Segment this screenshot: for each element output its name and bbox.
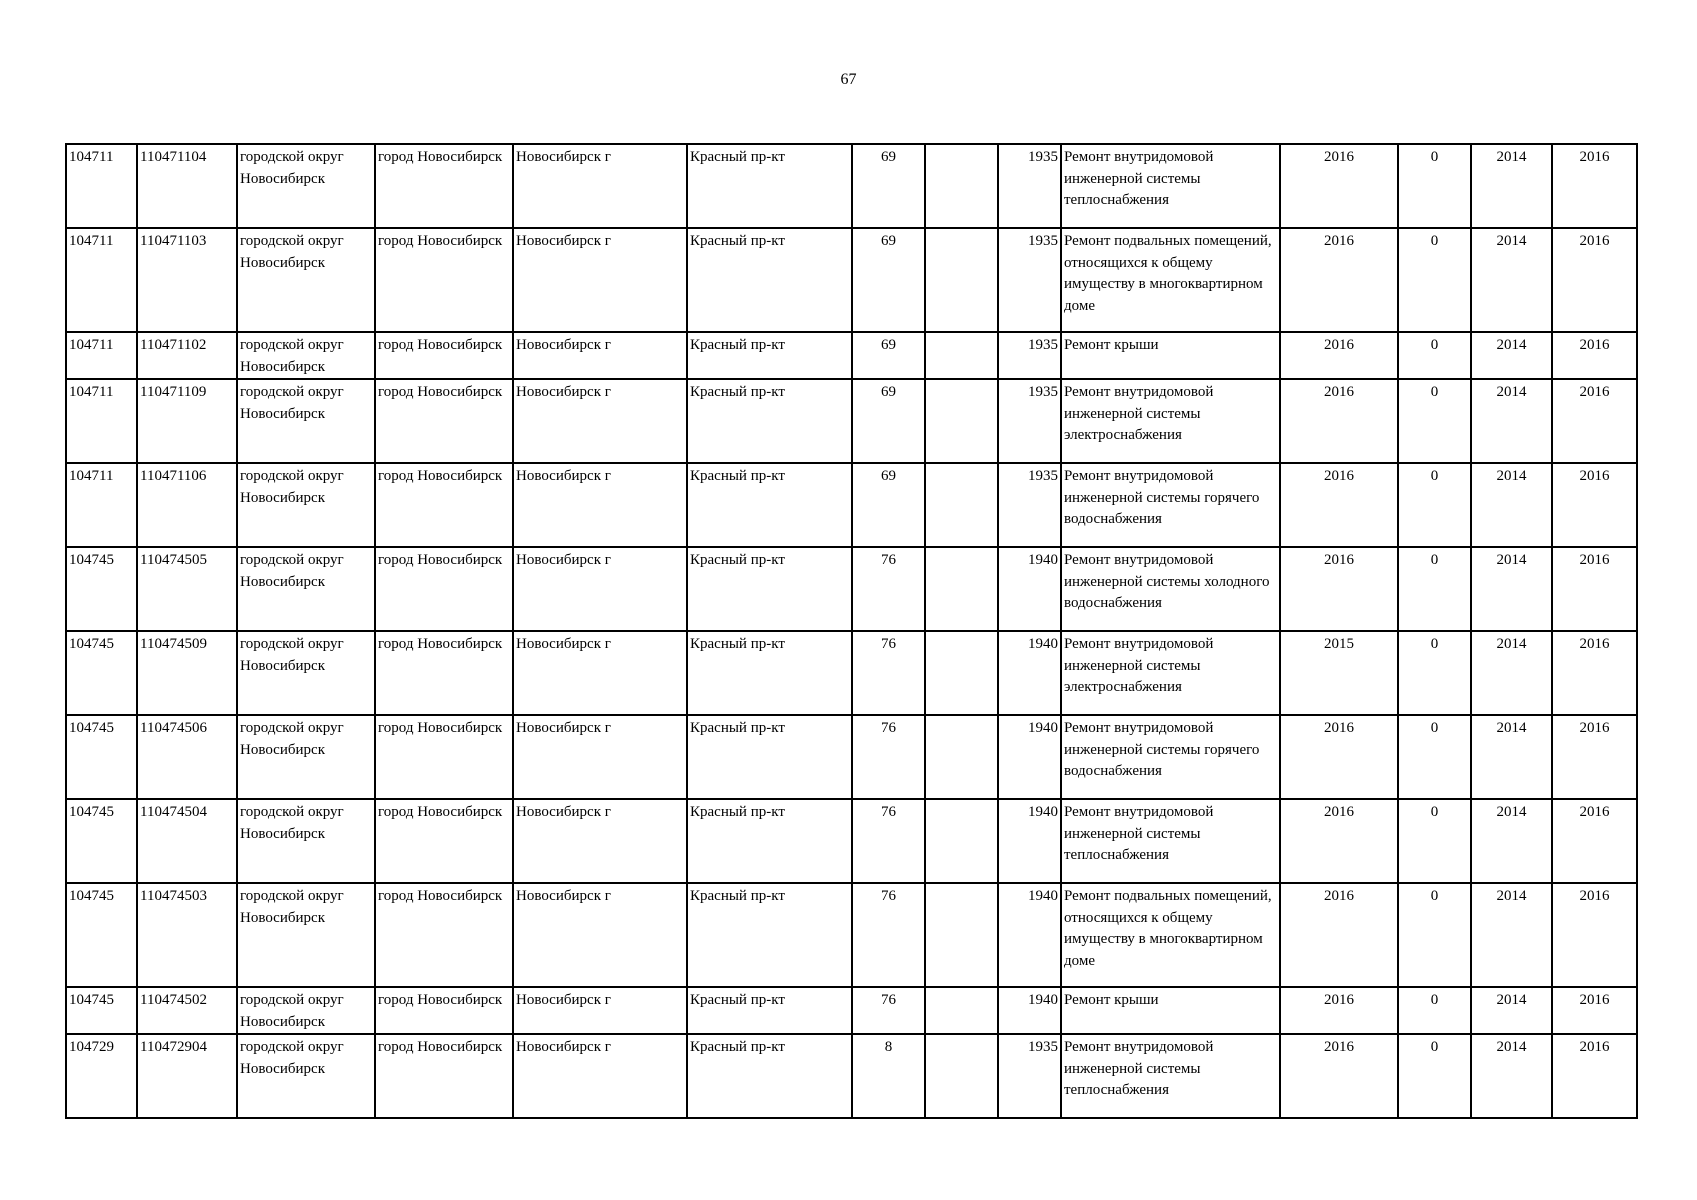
building-cell <box>925 987 998 1034</box>
work-type-cell: Ремонт внутридомовой инженерной системы теплоснабжения <box>1061 1034 1280 1118</box>
building-cell <box>925 631 998 715</box>
municipality-cell: город Новосибирск <box>375 547 513 631</box>
plan-year-cell: 2016 <box>1280 883 1398 987</box>
district-cell: городской округ Новосибирск <box>237 1034 375 1118</box>
period-end-cell: 2016 <box>1552 631 1637 715</box>
street-cell: Красный пр-кт <box>687 144 852 228</box>
table-row <box>66 631 1637 715</box>
house-id-cell: 104711 <box>66 144 137 228</box>
house-number-cell: 69 <box>852 228 925 332</box>
house-number-cell: 8 <box>852 1034 925 1118</box>
year-built-cell: 1935 <box>998 379 1061 463</box>
street-cell: Красный пр-кт <box>687 715 852 799</box>
building-cell <box>925 379 998 463</box>
plan-year-cell: 2016 <box>1280 144 1398 228</box>
year-built-cell: 1940 <box>998 631 1061 715</box>
street-cell: Красный пр-кт <box>687 799 852 883</box>
district-cell: городской округ Новосибирск <box>237 883 375 987</box>
work-id-cell: 110474504 <box>137 799 237 883</box>
table-row <box>66 228 1637 332</box>
year-built-cell: 1935 <box>998 463 1061 547</box>
table-row <box>66 144 1637 228</box>
street-cell: Красный пр-кт <box>687 631 852 715</box>
work-id-cell: 110471106 <box>137 463 237 547</box>
year-built-cell: 1935 <box>998 1034 1061 1118</box>
street-cell: Красный пр-кт <box>687 547 852 631</box>
table-row <box>66 332 1637 379</box>
work-type-cell: Ремонт внутридомовой инженерной системы горячего водоснабжения <box>1061 463 1280 547</box>
municipality-cell: город Новосибирск <box>375 715 513 799</box>
street-cell: Красный пр-кт <box>687 987 852 1034</box>
period-start-cell: 2014 <box>1471 715 1552 799</box>
table-row <box>66 463 1637 547</box>
city-cell: Новосибирск г <box>513 463 687 547</box>
house-id-cell: 104745 <box>66 631 137 715</box>
year-built-cell: 1940 <box>998 987 1061 1034</box>
period-start-cell: 2014 <box>1471 228 1552 332</box>
city-cell: Новосибирск г <box>513 715 687 799</box>
plan-year-cell: 2016 <box>1280 799 1398 883</box>
table-row <box>66 379 1637 463</box>
house-id-cell: 104711 <box>66 228 137 332</box>
zero-cell: 0 <box>1398 883 1471 987</box>
house-id-cell: 104729 <box>66 1034 137 1118</box>
period-start-cell: 2014 <box>1471 144 1552 228</box>
municipality-cell: город Новосибирск <box>375 883 513 987</box>
house-number-cell: 76 <box>852 883 925 987</box>
table-row <box>66 799 1637 883</box>
table-row <box>66 547 1637 631</box>
table-row <box>66 987 1637 1034</box>
zero-cell: 0 <box>1398 631 1471 715</box>
period-start-cell: 2014 <box>1471 463 1552 547</box>
table-row <box>66 715 1637 799</box>
registry-table <box>65 143 1638 1119</box>
municipality-cell: город Новосибирск <box>375 228 513 332</box>
zero-cell: 0 <box>1398 1034 1471 1118</box>
period-end-cell: 2016 <box>1552 1034 1637 1118</box>
city-cell: Новосибирск г <box>513 144 687 228</box>
municipality-cell: город Новосибирск <box>375 1034 513 1118</box>
street-cell: Красный пр-кт <box>687 883 852 987</box>
building-cell <box>925 799 998 883</box>
street-cell: Красный пр-кт <box>687 463 852 547</box>
period-start-cell: 2014 <box>1471 332 1552 379</box>
house-id-cell: 104745 <box>66 715 137 799</box>
work-id-cell: 110471102 <box>137 332 237 379</box>
house-number-cell: 69 <box>852 379 925 463</box>
plan-year-cell: 2016 <box>1280 987 1398 1034</box>
municipality-cell: город Новосибирск <box>375 379 513 463</box>
building-cell <box>925 332 998 379</box>
house-number-cell: 69 <box>852 463 925 547</box>
zero-cell: 0 <box>1398 547 1471 631</box>
work-type-cell: Ремонт подвальных помещений, относящихся к общему имуществу в многоквартирном доме <box>1061 228 1280 332</box>
table-row <box>66 883 1637 987</box>
work-id-cell: 110474506 <box>137 715 237 799</box>
period-start-cell: 2014 <box>1471 379 1552 463</box>
city-cell: Новосибирск г <box>513 379 687 463</box>
work-type-cell: Ремонт внутридомовой инженерной системы электроснабжения <box>1061 631 1280 715</box>
work-type-cell: Ремонт внутридомовой инженерной системы горячего водоснабжения <box>1061 715 1280 799</box>
city-cell: Новосибирск г <box>513 1034 687 1118</box>
work-id-cell: 110474505 <box>137 547 237 631</box>
work-type-cell: Ремонт крыши <box>1061 987 1280 1034</box>
period-end-cell: 2016 <box>1552 799 1637 883</box>
zero-cell: 0 <box>1398 332 1471 379</box>
period-end-cell: 2016 <box>1552 547 1637 631</box>
year-built-cell: 1940 <box>998 715 1061 799</box>
plan-year-cell: 2016 <box>1280 228 1398 332</box>
work-type-cell: Ремонт крыши <box>1061 332 1280 379</box>
municipality-cell: город Новосибирск <box>375 144 513 228</box>
city-cell: Новосибирск г <box>513 332 687 379</box>
city-cell: Новосибирск г <box>513 883 687 987</box>
city-cell: Новосибирск г <box>513 547 687 631</box>
city-cell: Новосибирск г <box>513 799 687 883</box>
period-end-cell: 2016 <box>1552 987 1637 1034</box>
plan-year-cell: 2016 <box>1280 547 1398 631</box>
street-cell: Красный пр-кт <box>687 228 852 332</box>
municipality-cell: город Новосибирск <box>375 463 513 547</box>
building-cell <box>925 463 998 547</box>
building-cell <box>925 1034 998 1118</box>
street-cell: Красный пр-кт <box>687 1034 852 1118</box>
house-id-cell: 104711 <box>66 379 137 463</box>
period-start-cell: 2014 <box>1471 631 1552 715</box>
period-start-cell: 2014 <box>1471 799 1552 883</box>
plan-year-cell: 2016 <box>1280 463 1398 547</box>
period-start-cell: 2014 <box>1471 987 1552 1034</box>
period-end-cell: 2016 <box>1552 379 1637 463</box>
city-cell: Новосибирск г <box>513 987 687 1034</box>
building-cell <box>925 715 998 799</box>
district-cell: городской округ Новосибирск <box>237 332 375 379</box>
plan-year-cell: 2016 <box>1280 715 1398 799</box>
zero-cell: 0 <box>1398 228 1471 332</box>
work-type-cell: Ремонт подвальных помещений, относящихся к общему имуществу в многоквартирном доме <box>1061 883 1280 987</box>
zero-cell: 0 <box>1398 144 1471 228</box>
period-start-cell: 2014 <box>1471 883 1552 987</box>
work-type-cell: Ремонт внутридомовой инженерной системы электроснабжения <box>1061 379 1280 463</box>
district-cell: городской округ Новосибирск <box>237 987 375 1034</box>
year-built-cell: 1940 <box>998 547 1061 631</box>
period-end-cell: 2016 <box>1552 228 1637 332</box>
house-number-cell: 69 <box>852 332 925 379</box>
house-number-cell: 76 <box>852 631 925 715</box>
year-built-cell: 1935 <box>998 228 1061 332</box>
district-cell: городской округ Новосибирск <box>237 631 375 715</box>
period-end-cell: 2016 <box>1552 715 1637 799</box>
plan-year-cell: 2016 <box>1280 1034 1398 1118</box>
city-cell: Новосибирск г <box>513 631 687 715</box>
house-id-cell: 104711 <box>66 332 137 379</box>
table-row <box>66 1034 1637 1118</box>
work-type-cell: Ремонт внутридомовой инженерной системы теплоснабжения <box>1061 799 1280 883</box>
building-cell <box>925 547 998 631</box>
work-id-cell: 110474503 <box>137 883 237 987</box>
plan-year-cell: 2015 <box>1280 631 1398 715</box>
zero-cell: 0 <box>1398 463 1471 547</box>
page-number: 67 <box>840 71 857 88</box>
district-cell: городской округ Новосибирск <box>237 799 375 883</box>
building-cell <box>925 883 998 987</box>
work-id-cell: 110472904 <box>137 1034 237 1118</box>
house-number-cell: 76 <box>852 715 925 799</box>
district-cell: городской округ Новосибирск <box>237 144 375 228</box>
district-cell: городской округ Новосибирск <box>237 547 375 631</box>
period-end-cell: 2016 <box>1552 144 1637 228</box>
house-id-cell: 104745 <box>66 547 137 631</box>
work-type-cell: Ремонт внутридомовой инженерной системы теплоснабжения <box>1061 144 1280 228</box>
plan-year-cell: 2016 <box>1280 379 1398 463</box>
year-built-cell: 1935 <box>998 332 1061 379</box>
house-number-cell: 76 <box>852 987 925 1034</box>
house-number-cell: 76 <box>852 799 925 883</box>
work-id-cell: 110474509 <box>137 631 237 715</box>
district-cell: городской округ Новосибирск <box>237 463 375 547</box>
period-end-cell: 2016 <box>1552 463 1637 547</box>
year-built-cell: 1940 <box>998 883 1061 987</box>
plan-year-cell: 2016 <box>1280 332 1398 379</box>
year-built-cell: 1935 <box>998 144 1061 228</box>
district-cell: городской округ Новосибирск <box>237 379 375 463</box>
period-start-cell: 2014 <box>1471 1034 1552 1118</box>
period-end-cell: 2016 <box>1552 883 1637 987</box>
year-built-cell: 1940 <box>998 799 1061 883</box>
municipality-cell: город Новосибирск <box>375 987 513 1034</box>
street-cell: Красный пр-кт <box>687 379 852 463</box>
street-cell: Красный пр-кт <box>687 332 852 379</box>
building-cell <box>925 144 998 228</box>
zero-cell: 0 <box>1398 379 1471 463</box>
work-id-cell: 110471104 <box>137 144 237 228</box>
zero-cell: 0 <box>1398 715 1471 799</box>
house-id-cell: 104745 <box>66 987 137 1034</box>
period-end-cell: 2016 <box>1552 332 1637 379</box>
municipality-cell: город Новосибирск <box>375 799 513 883</box>
house-id-cell: 104711 <box>66 463 137 547</box>
district-cell: городской округ Новосибирск <box>237 715 375 799</box>
municipality-cell: город Новосибирск <box>375 631 513 715</box>
building-cell <box>925 228 998 332</box>
work-id-cell: 110471109 <box>137 379 237 463</box>
house-id-cell: 104745 <box>66 799 137 883</box>
house-number-cell: 76 <box>852 547 925 631</box>
work-id-cell: 110471103 <box>137 228 237 332</box>
work-id-cell: 110474502 <box>137 987 237 1034</box>
district-cell: городской округ Новосибирск <box>237 228 375 332</box>
period-start-cell: 2014 <box>1471 547 1552 631</box>
municipality-cell: город Новосибирск <box>375 332 513 379</box>
house-id-cell: 104745 <box>66 883 137 987</box>
city-cell: Новосибирск г <box>513 228 687 332</box>
work-type-cell: Ремонт внутридомовой инженерной системы холодного водоснабжения <box>1061 547 1280 631</box>
zero-cell: 0 <box>1398 987 1471 1034</box>
house-number-cell: 69 <box>852 144 925 228</box>
zero-cell: 0 <box>1398 799 1471 883</box>
